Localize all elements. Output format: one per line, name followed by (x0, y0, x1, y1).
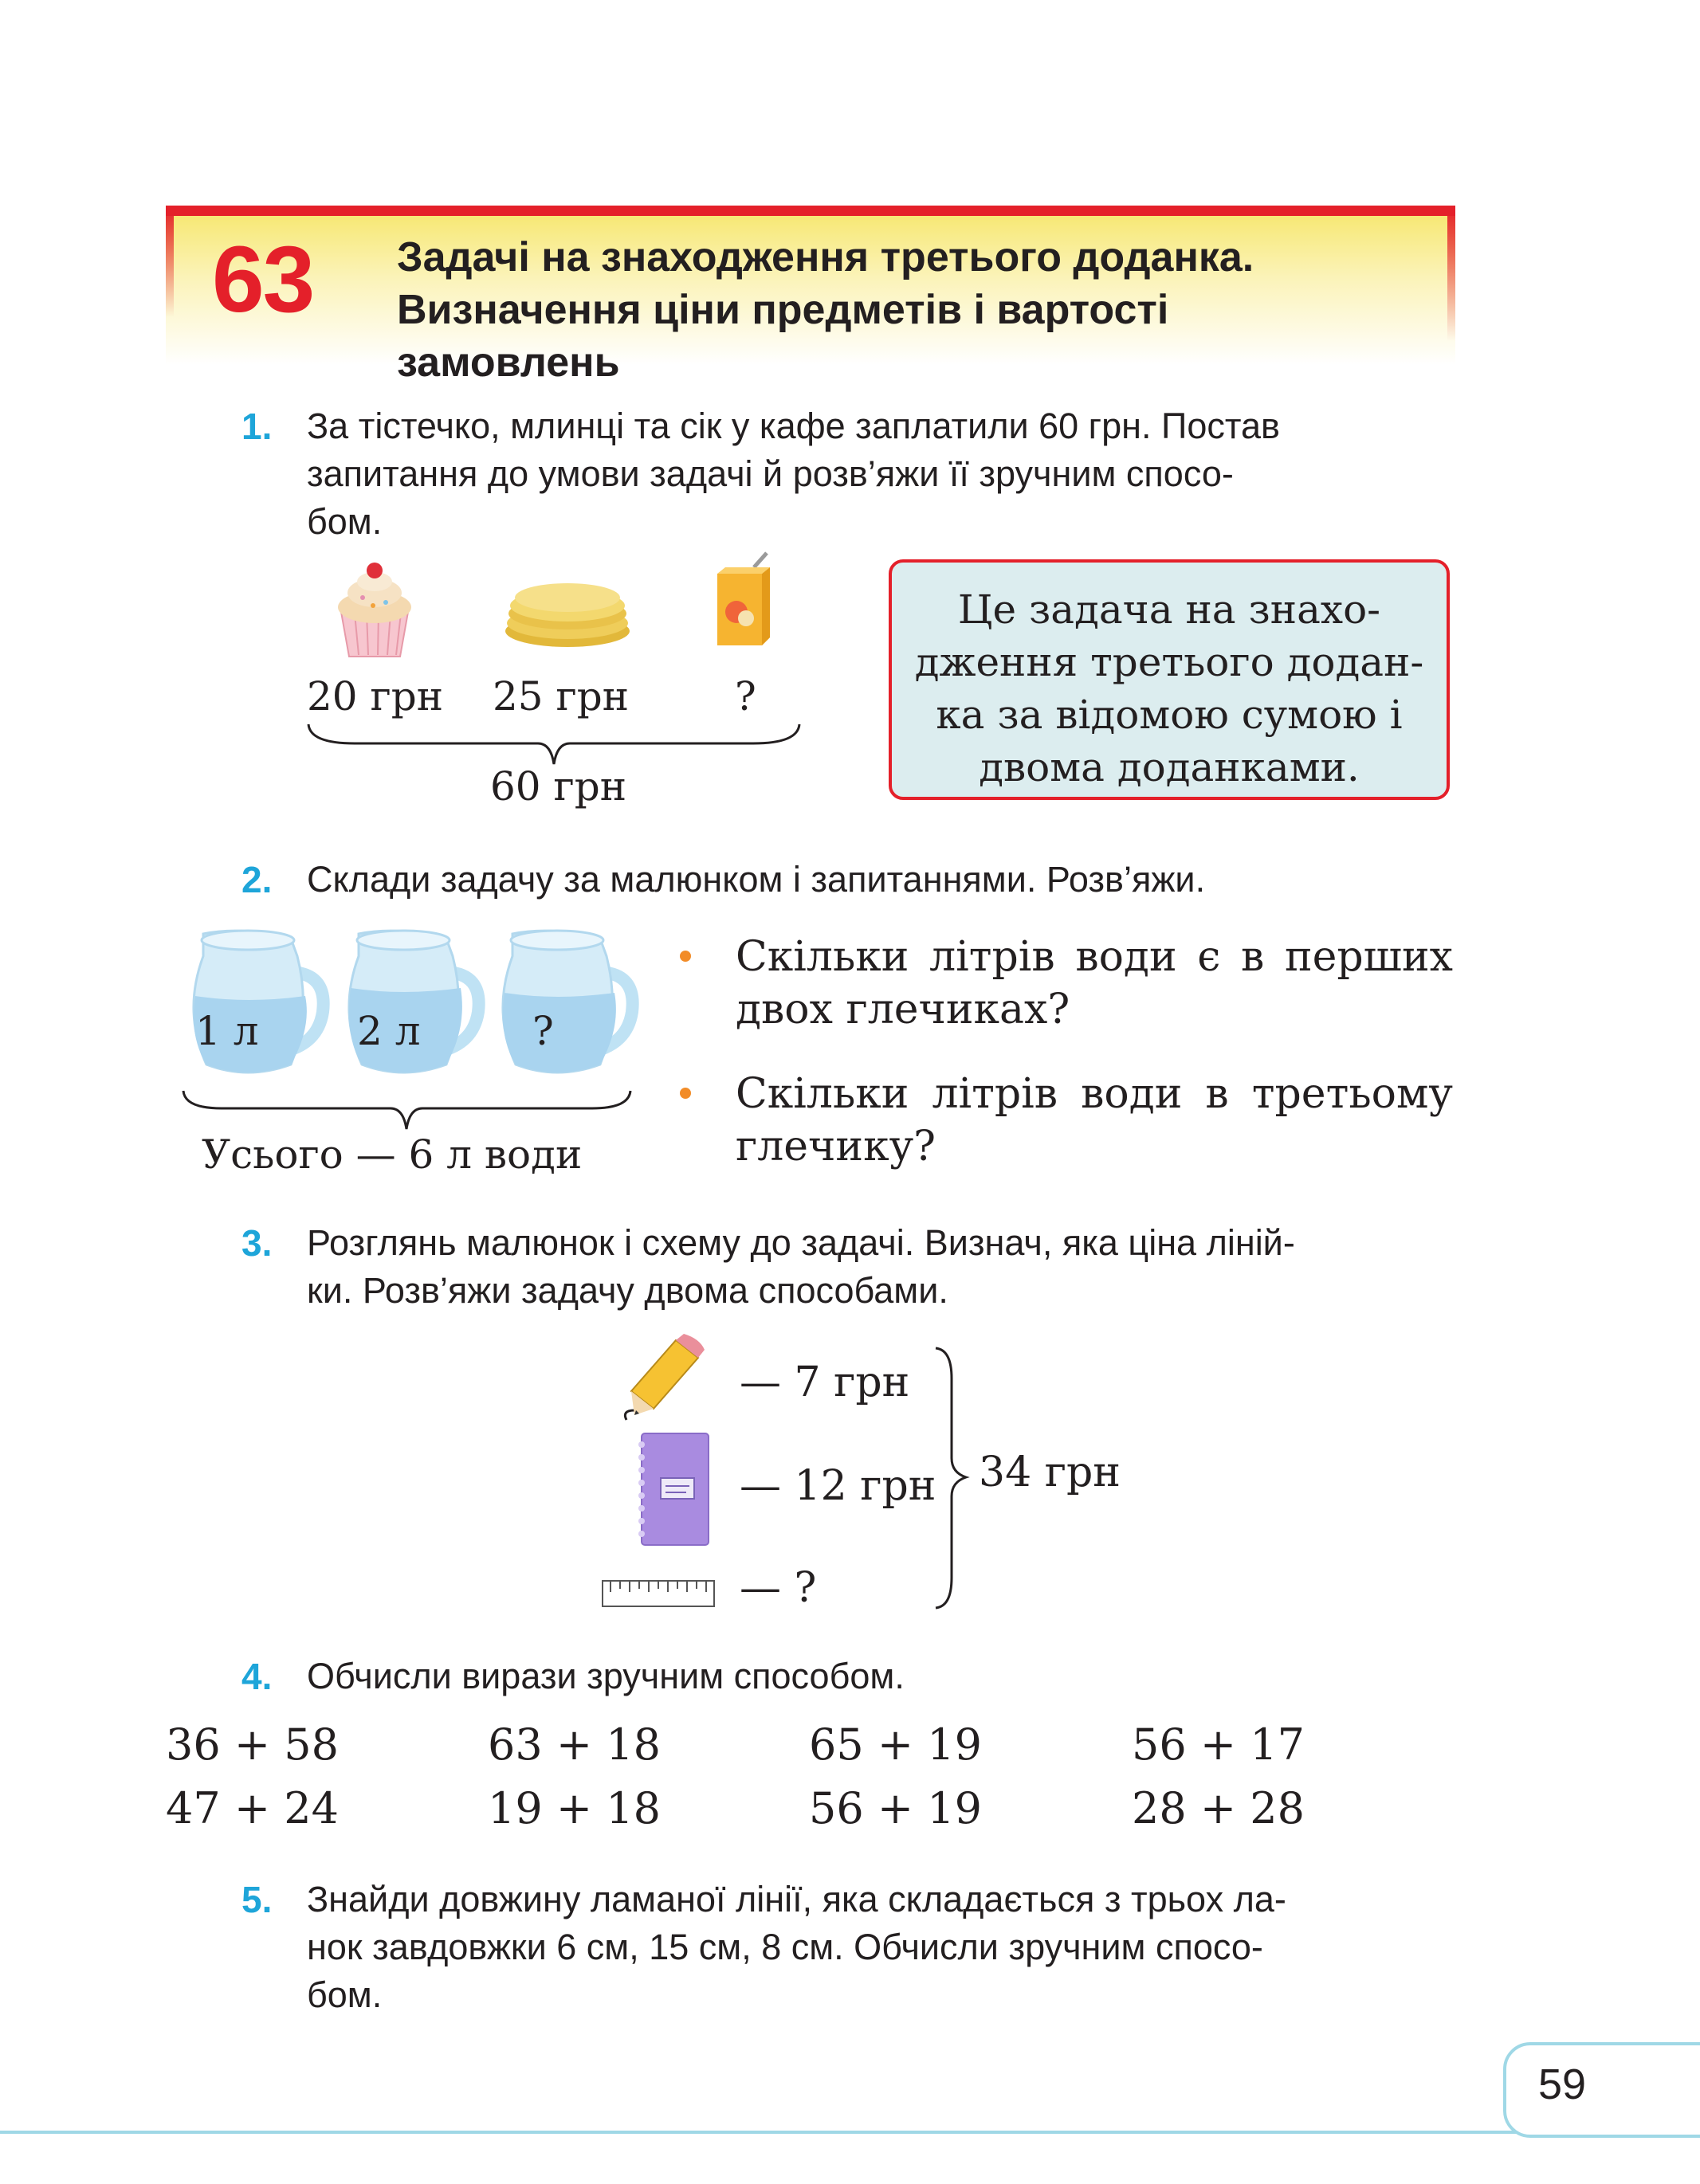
task-1-text (307, 402, 1455, 546)
expression: 56 + 19 (809, 1783, 983, 1833)
hint-line: Це задача на знахо- (957, 586, 1381, 633)
expression: 63 + 18 (488, 1719, 662, 1770)
jugs-brace (182, 1088, 632, 1135)
task-text-line: ки. Розв’яжи задачу двома способами. (307, 1270, 948, 1311)
cupcake-icon (327, 558, 422, 661)
expression: 47 + 24 (166, 1783, 340, 1833)
bullet-icon (680, 951, 691, 962)
question-1: Скільки літрів води є в перших двох глечиках? (736, 933, 1453, 1033)
expression: 56 + 17 (1132, 1719, 1305, 1770)
question-2: Скільки літрів води в третьому глечику? (736, 1070, 1453, 1170)
pancakes-price: 25 грн (493, 673, 630, 720)
lesson-title-line: Визначення ціни предметів і вартості (397, 287, 1169, 333)
task-3-text (307, 1219, 1455, 1315)
page-number-tab (1503, 2042, 1700, 2138)
expression: 28 + 28 (1132, 1783, 1305, 1833)
task-2-text: Склади задачу за малюнком і запитаннями. Розв’яжи. (307, 859, 1206, 900)
task-text-line: бом. (307, 501, 383, 542)
task-text-line: Розглянь малюнок і схему до задачі. Визнач, яка ціна ліній- (307, 1222, 1295, 1263)
jug-icon (327, 924, 486, 1084)
task-text-line: бом. (307, 1974, 383, 2015)
header-red-left-edge (166, 206, 174, 317)
hint-box (889, 559, 1450, 800)
sum-brace (307, 721, 801, 769)
task-4-text: Обчисли вирази зручним способом. (307, 1656, 905, 1696)
notebook-price: — 12 грн (740, 1462, 936, 1510)
scheme-total: 34 грн (979, 1449, 1121, 1496)
jug-icon (171, 924, 331, 1084)
task-text-line: нок завдовжки 6 см, 15 см, 8 см. Обчисли зручним спосо- (307, 1927, 1263, 1967)
jug-1-label: 1 л (195, 1008, 259, 1054)
footer-line (0, 2131, 1700, 2134)
task-text-line: За тістечко, млинці та сік у кафе заплатили 60 грн. Постав (307, 406, 1280, 446)
juice-price: ? (735, 673, 756, 720)
hint-line: дження третього додан- (914, 639, 1424, 685)
lesson-number: 63 (212, 227, 314, 332)
pancakes-icon (502, 574, 634, 653)
jug-icon (481, 924, 640, 1084)
jug-2-label: 2 л (357, 1008, 421, 1054)
task-5-number: 5. (241, 1879, 273, 1920)
ruler-price: — ? (740, 1564, 817, 1612)
ruler-icon (599, 1576, 719, 1611)
task-1-total: 60 грн (490, 763, 627, 810)
expression: 36 + 58 (166, 1719, 340, 1770)
task-4-number: 4. (241, 1656, 273, 1697)
lesson-title (397, 231, 1433, 389)
page-number: 59 (1538, 2060, 1587, 2108)
hint-line: ка за відомою сумою і (936, 692, 1403, 738)
expression: 65 + 19 (809, 1719, 983, 1770)
lesson-header (166, 206, 1455, 390)
task-1-number: 1. (241, 406, 273, 447)
header-red-right-edge (1447, 206, 1455, 341)
jug-3-label: ? (532, 1008, 554, 1054)
header-red-stripe (166, 206, 1455, 216)
bullet-icon (680, 1088, 691, 1099)
task-5-text (307, 1876, 1455, 2019)
task-text-line: запитання до умови задачі й розв’яжи її зручним спосо- (307, 453, 1234, 494)
expression: 19 + 18 (488, 1783, 662, 1833)
lesson-title-line: Задачі на знаходження третього доданка. (397, 234, 1254, 280)
task-3-number: 3. (241, 1222, 273, 1264)
cupcake-price: 20 грн (307, 673, 444, 720)
pencil-icon (620, 1331, 716, 1426)
hint-text (892, 583, 1447, 794)
notebook-icon (634, 1430, 713, 1550)
task-2-number: 2. (241, 859, 273, 900)
pencil-price: — 7 грн (740, 1359, 910, 1406)
juice-box-icon (709, 550, 781, 653)
hint-line: двома доданками. (979, 744, 1360, 790)
scheme-brace (932, 1347, 980, 1610)
jugs-total: Усього — 6 л води (202, 1131, 583, 1178)
task-text-line: Знайди довжину ламаної лінії, яка складається з трьох ла- (307, 1879, 1286, 1919)
lesson-title-line: замовлень (397, 339, 620, 386)
